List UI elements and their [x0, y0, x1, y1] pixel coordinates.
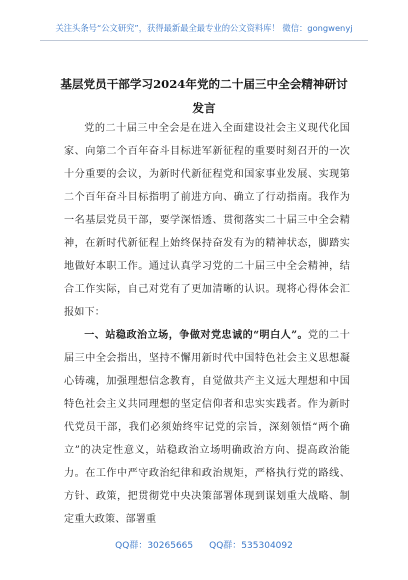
document-title: 基层党员干部学习2024年党的二十届三中全会精神研讨发言 — [60, 77, 348, 115]
paragraph-intro-text: 党的二十届三中全会是在进入全面建设社会主义现代化国家、向第二个百年奋斗目标进军新征程的重要时刻召开的一次十分重要的会议，为新时代新征程党和国家事业发展、实现第二个百年奋斗目标指明了前进方向、确立了行动指南。我作为一名基层党员干部，要学深悟透、贯彻落实二十届三中全会精神，在新时代新征程上始终保持奋发有为的精神状态，脚踏实地做好本职工作。通过认真学习党的二十届三中全会精神，结合工作实际，自己对党有了更加清晰的认识。现将心得体会汇报如下： — [64, 123, 350, 318]
section-1-heading: 一、站稳政治立场，争做对党忠诚的“明白人”。 — [84, 330, 309, 341]
header-divider — [40, 40, 368, 41]
paragraph-section-1 — [64, 324, 350, 531]
footer-qq-group-2: QQ群：535304092 — [209, 541, 293, 551]
header-promo-note: 关注头条号“公文研究”，获得最新最全最专业的公文资料库！ 微信：gongwenyj — [55, 23, 353, 33]
footer-contacts — [0, 538, 408, 551]
document-body — [64, 117, 350, 531]
paragraph-intro — [64, 117, 350, 324]
section-1-text: 党的二十届三中全会指出，坚持不懈用新时代中国特色社会主义思想凝心铸魂，加强理想信念教育，自觉做共产主义远大理想和中国特色社会主义共同理想的坚定信仰者和忠实实践者。作为新时代党员干部，我们必须始终牢记党的宗旨，深刻领悟“两个确立”的决定性意义，站稳政治立场明确政治方向、提高政治能力。在工作中严守政治纪律和政治规矩，严格执行党的路线、方针、政策，把贯彻党中央决策部署体现到谋划重大战略、制定重大政策、部署重 — [64, 330, 350, 525]
footer-qq-group-1: QQ群：30265665 — [115, 541, 194, 551]
